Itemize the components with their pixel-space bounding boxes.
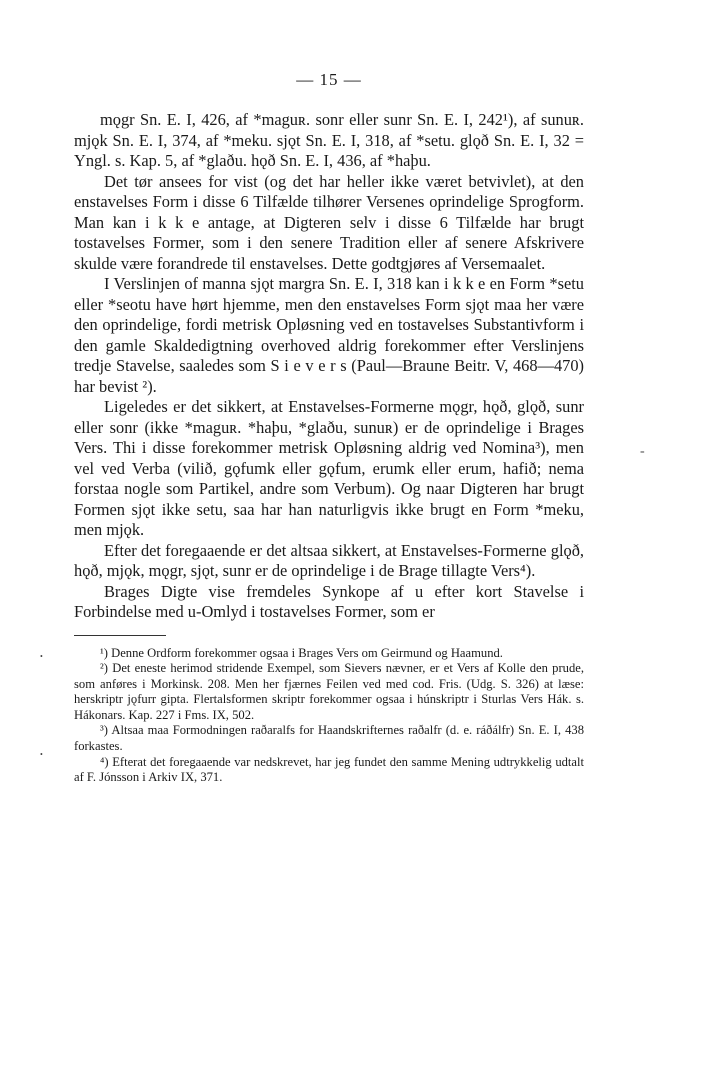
book-page — [74, 70, 584, 786]
margin-dash: - — [640, 444, 645, 459]
paragraph-4: Ligeledes er det sikkert, at Enstavelses-Formerne mǫgr, hǫð, glǫð, sunr eller sonr (ikke *maguʀ. *haþu, *glaðu, sunuʀ) er de oprindelige i Brages Vers. Thi i disse forekommer metrisk Opløsning aldrig ved Nomina³), men vel ved Verba (vilið, gǫfumk eller gǫfum, erumk eller erum, hafið; nema forstaa nogle som Partikel, andre som Verbum). Og naar Digteren har brugt Formen sjǫt ikke setu, saa har han naturligvis ikke brugt en Form *meku, men mjǫk. — [74, 397, 584, 539]
footnote-divider — [74, 635, 166, 636]
footnote-4: ⁴) Efterat det foregaaende var nedskrevet, har jeg fundet den samme Mening udtrykkelig udtalt af F. Jónsson i Arkiv IX, 371. — [74, 754, 584, 785]
paragraph-3: I Verslinjen of manna sjǫt margra Sn. E. I, 318 kan i k k e en Form *setu eller *seotu have hørt hjemme, men den enstavelses Form sjǫt maa her være den oprindelige, fordi metrisk Opløsning ved en tostavelses Substantivform i den gamle Skaldedigtning overhoved aldrig forekommer efter Verslinjens tredje Stavelse, saaledes som S i e v e r s (Paul—Braune Beitr. V, 468—470) har bevist ²). — [74, 274, 584, 396]
paragraph-6: Brages Digte vise fremdeles Synkope af u efter kort Stavelse i Forbindelse med u-Omlyd i tostavelses Former, som er — [74, 581, 584, 621]
paragraph-5: Efter det foregaaende er det altsaa sikkert, at Enstavelses-Formerne glǫð, hǫð, mjǫk, mǫgr, sjǫt, sunr er de oprindelige i de Brage tillagte Vers⁴). — [74, 540, 584, 580]
paragraph-2: Det tør ansees for vist (og det har heller ikke været betvivlet), at den enstavelses Form i disse 6 Tilfælde tilhører Versenes oprindelige Sprogform. Man kan i k k e antage, at Digteren selv i disse 6 Tilfælde har brugt tostavelses Former, som i den senere Tradition eller af senere Afskrivere skulde være forandrede til enstavelses. Dette godtgjøres af Versemaalet. — [74, 171, 584, 273]
page-number: — 15 — — [296, 70, 362, 89]
body-text — [74, 110, 584, 623]
footnotes — [74, 646, 584, 786]
footnote-2: ²) Det eneste herimod stridende Exempel, som Sievers nævner, er et Vers af Kolle den prude, som anføres i Morkinsk. 208. Men her fjærnes Feilen ved med cod. Fris. (Udg. S. 326) at læse: herskriptr jǫfurr gipta. Flertalsformen skriptr forekommer ogsaa i húnskriptr i Sturlas Vers Hák. s. Hákonars. Kap. 227 i Fms. IX, 502. — [74, 661, 584, 722]
paragraph-1: mǫgr Sn. E. I, 426, af *maguʀ. sonr eller sunr Sn. E. I, 242¹), af sunuʀ. mjǫk Sn. E. I, 374, af *meku. sjǫt Sn. E. I, 318, af *setu. glǫð Sn. E. I, 32 = Yngl. s. Kap. 5, af *glaðu. hǫð Sn. E. I, 436, af *haþu. — [74, 110, 584, 170]
margin-dot-lower: • — [40, 750, 43, 759]
footnote-3: ³) Altsaa maa Formodningen raðaralfs for Haandskrifternes raðalfr (d. e. ráðálfr) Sn. E. I, 438 forkastes. — [74, 723, 584, 754]
margin-dot: • — [40, 652, 43, 661]
footnote-1: ¹) Denne Ordform forekommer ogsaa i Brages Vers om Geirmund og Haamund. — [100, 645, 503, 660]
